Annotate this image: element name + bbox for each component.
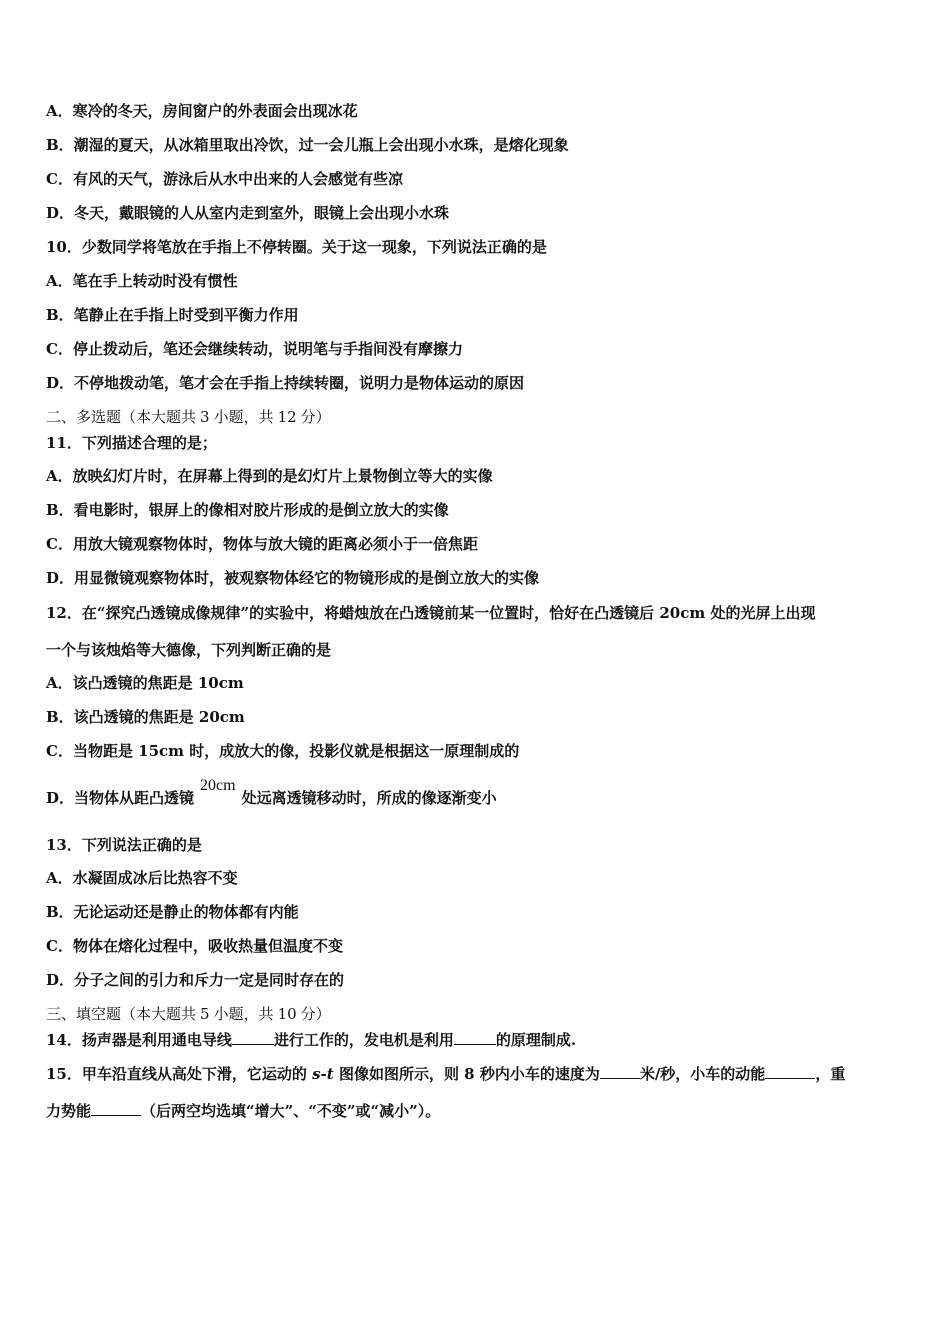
question-12-line-1: 12．在“探究凸透镜成像规律”的实验中，将蜡烛放在凸透镜前某一位置时，恰好在凸透镜后 20cm 处的光屏上出现 (46, 604, 816, 622)
line-q10-option-b: B．笔静止在手指上时受到平衡力作用 (46, 306, 299, 324)
section-3-text-e: 分） (300, 1005, 331, 1023)
question-12-line-2: 一个与该烛焰等大德像，下列判断正确的是 (46, 641, 332, 659)
q15-st-symbol: s-t (312, 1065, 334, 1083)
question-11: 11．下列描述合理的是； (46, 434, 217, 452)
q14-blank-1 (232, 1030, 274, 1045)
section-2-text-c: 小题，共 (213, 408, 274, 426)
section-2-text-a: 二、多选题（本大题共 (46, 408, 197, 426)
line-q9-option-d: D．冬天，戴眼镜的人从室内走到室外，眼镜上会出现小水珠 (46, 204, 450, 222)
section-heading-fill-in (46, 1004, 331, 1024)
line-q11-option-a: A．放映幻灯片时，在屏幕上得到的是幻灯片上景物倒立等大的实像 (46, 467, 493, 485)
q15-blank-kinetic (765, 1064, 815, 1079)
line-q11-option-c: C．用放大镜观察物体时，物体与放大镜的距离必须小于一倍焦距 (46, 535, 478, 553)
section-2-score: 12 (277, 408, 297, 426)
q15-text-b: 图像如图所示，则 8 秒内小车的速度为 (333, 1065, 600, 1083)
section-3-text-c: 小题，共 (213, 1005, 274, 1023)
q15-text-2a: 力势能 (46, 1102, 92, 1120)
line-q10-option-a: A．笔在手上转动时没有惯性 (46, 272, 238, 290)
section-3-count: 5 (200, 1005, 210, 1023)
q14-blank-2 (454, 1030, 496, 1045)
line-q12-option-d (46, 777, 497, 809)
q14-text-c: 的原理制成. (495, 1031, 577, 1049)
q12-d-text-end: 处远离透镜移动时，所成的像逐渐变小 (241, 789, 497, 807)
q14-text-a: 14．扬声器是利用通电导线 (46, 1031, 232, 1049)
line-q13-option-d: D．分子之间的引力和斥力一定是同时存在的 (46, 971, 345, 989)
q15-blank-potential (91, 1101, 141, 1116)
section-2-text-e: 分） (300, 408, 331, 426)
q12-d-distance-value: 20cm (200, 777, 236, 794)
q15-blank-speed (600, 1064, 640, 1079)
q15-text-a: 15．甲车沿直线从高处下滑，它运动的 (46, 1065, 313, 1083)
q15-text-2b: （后两空均选填“增大”、“不变”或“减小”）。 (141, 1102, 441, 1120)
line-q12-option-a: A．该凸透镜的焦距是 10cm (46, 674, 244, 692)
line-q13-option-c: C．物体在熔化过程中，吸收热量但温度不变 (46, 937, 343, 955)
line-q10-option-c: C．停止拨动后，笔还会继续转动，说明笔与手指间没有摩擦力 (46, 340, 463, 358)
line-q11-option-d: D．用显微镜观察物体时，被观察物体经它的物镜形成的是倒立放大的实像 (46, 569, 540, 587)
line-q12-option-b: B．该凸透镜的焦距是 20cm (46, 708, 245, 726)
question-10: 10．少数同学将笔放在手指上不停转圈。关于这一现象，下列说法正确的是 (46, 238, 547, 256)
line-q10-option-d: D．不停地拨动笔，笔才会在手指上持续转圈，说明力是物体运动的原因 (46, 374, 525, 392)
q15-text-c: 米/秒，小车的动能 (639, 1065, 766, 1083)
line-q13-option-b: B．无论运动还是静止的物体都有内能 (46, 903, 299, 921)
question-14 (46, 1030, 576, 1050)
q15-text-d: ，重 (815, 1065, 846, 1083)
section-3-text-a: 三、填空题（本大题共 (46, 1005, 197, 1023)
section-2-count: 3 (200, 408, 210, 426)
q12-d-text-start: D．当物体从距凸透镜 (46, 789, 195, 807)
section-heading-multiple-choice (46, 407, 331, 427)
question-13: 13．下列说法正确的是 (46, 836, 202, 854)
line-q9-option-c: C．有风的天气，游泳后从水中出来的人会感觉有些凉 (46, 170, 403, 188)
line-q11-option-b: B．看电影时，银屏上的像相对胶片形成的是倒立放大的实像 (46, 501, 449, 519)
line-q9-option-b: B．潮湿的夏天，从冰箱里取出冷饮，过一会儿瓶上会出现小水珠，是熔化现象 (46, 136, 569, 154)
line-q9-option-a: A．寒冷的冬天，房间窗户的外表面会出现冰花 (46, 102, 358, 120)
section-3-score: 10 (277, 1005, 297, 1023)
line-q13-option-a: A．水凝固成冰后比热容不变 (46, 869, 238, 887)
question-15-line-2 (46, 1101, 440, 1121)
line-q12-option-c: C．当物距是 15cm 时，成放大的像，投影仪就是根据这一原理制成的 (46, 742, 520, 760)
question-15-line-1 (46, 1064, 845, 1084)
q14-text-b: 进行工作的，发电机是利用 (273, 1031, 454, 1049)
